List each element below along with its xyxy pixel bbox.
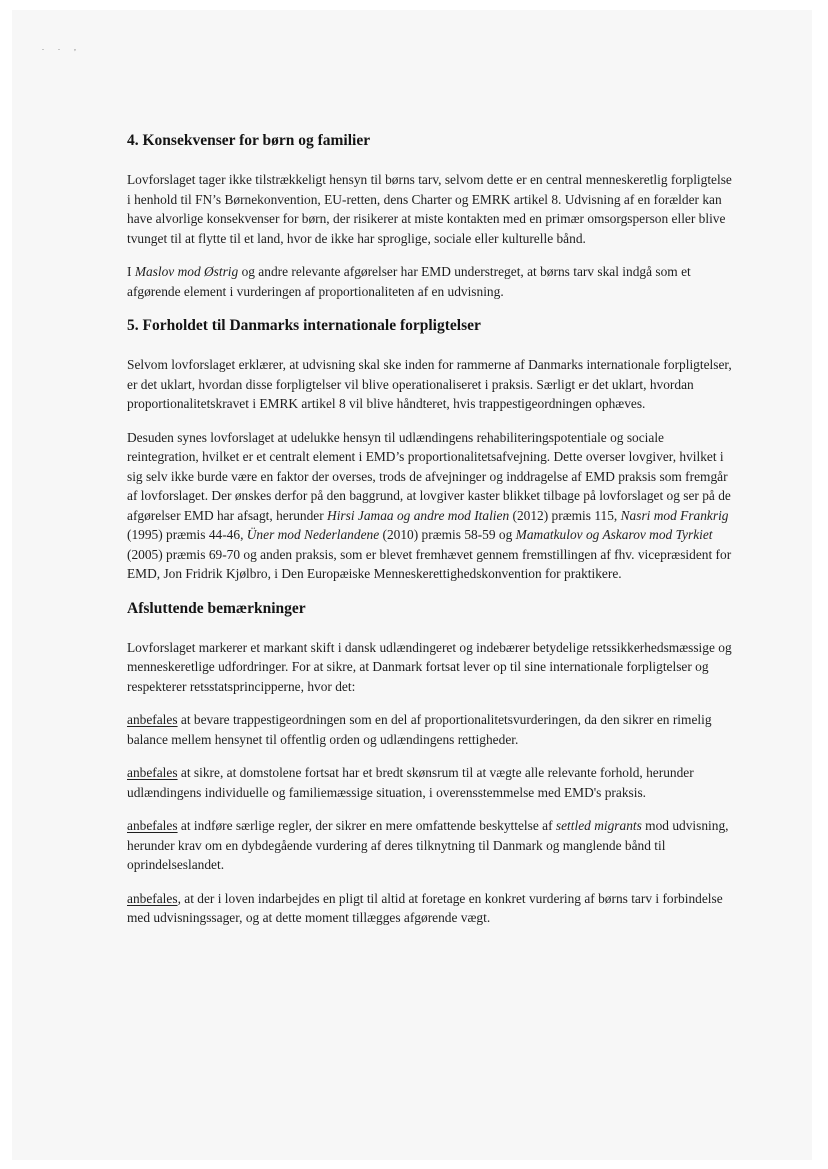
recommendation: anbefales, at der i loven indarbejdes en pligt til altid at foretage en konkret vurdering af børns tarv i forbindelse med udvisningssager, og at dette moment tillægges afgørende vægt. bbox=[127, 890, 723, 925]
recommendation: anbefales at bevare trappestigeordningen som en del af proportionalitetsvurderingen, da den sikrer en rimelig balance mellem hensynet til offentlig orden og udlændingens rettigheder. bbox=[127, 712, 712, 747]
paragraph: I Maslov mod Østrig og andre relevante afgørelser har EMD understreget, at børns tarv skal indgå som et afgørende element i vurderingen af proportionaliteten af en udvisning. bbox=[127, 264, 691, 299]
paragraph: Selvom lovforslaget erklærer, at udvisning skal ske inden for rammerne af Danmarks internationale forpligtelser, er det uklart, hvordan disse forpligtelser vil blive operationaliseret i praksis. Særligt er det uklart, hvordan proportionalitetskravet i EMRK artikel 8 vil blive håndteret, hvis trappestigeordningen ophæves. bbox=[127, 357, 732, 411]
scan-marks: . . , bbox=[42, 43, 82, 52]
recommendation: anbefales at indføre særlige regler, der sikrer en mere omfattende beskyttelse af settled migrants mod udvisning, herunder krav om en dybdegående vurdering af deres tilknytning til Danmark og manglende bånd til oprindelseslandet. bbox=[127, 818, 729, 872]
section-heading: 4. Konsekvenser for børn og familier bbox=[127, 132, 371, 149]
case-name: Maslov mod Østrig bbox=[134, 264, 239, 279]
section-5 bbox=[127, 315, 732, 584]
case-name: Üner mod Nederlandene bbox=[246, 527, 380, 542]
recommendation: anbefales at sikre, at domstolene fortsat har et bredt skønsrum til at vægte alle relevante forhold, herunder udlændingens individuelle og familiemæssige situation, i overensstemmelse med EMD's praksis. bbox=[127, 765, 694, 800]
term: settled migrants bbox=[555, 818, 642, 833]
document-page bbox=[12, 10, 812, 1160]
recommendation-keyword: anbefales bbox=[127, 818, 178, 833]
paragraph: Desuden synes lovforslaget at udelukke hensyn til udlændingens rehabiliteringspotentiale og sociale reintegration, hvilket er et centralt element i EMD’s proportionalitetsafvejning. Dette overser lovgiver, hvilket i sig selv ikke burde være en faktor der overses, trods de afvejninger og inddragelse af EMD praksis som fremgår af lovforslaget. Der ønskes derfor på den baggrund, at lovgiver kaster blikket tilbage på lovforslaget og ser på de afgørelser EMD har afsagt, herunder Hirsi Jamaa og andre mod Italien (2012) præmis 115, Nasri mod Frankrig (1995) præmis 44-46, Üner mod Nederlandene (2010) præmis 58-59 og Mamatkulov og Askarov mod Tyrkiet (2005) præmis 69-70 og anden praksis, som er blevet fremhævet gennem fremstillingen af fhv. vicepræsident for EMD, Jon Fridrik Kjølbro, i Den Europæiske Menneskerettighedskonvention for praktikere. bbox=[127, 429, 732, 581]
document-body bbox=[127, 130, 732, 942]
recommendation-keyword: anbefales bbox=[127, 712, 178, 727]
closing-remarks bbox=[127, 598, 732, 928]
recommendation-keyword: anbefales bbox=[127, 890, 178, 906]
case-name: Hirsi Jamaa og andre mod Italien bbox=[327, 507, 510, 523]
recommendation-keyword: anbefales bbox=[127, 765, 178, 780]
section-heading: 5. Forholdet til Danmarks internationale forpligtelser bbox=[127, 317, 481, 334]
section-4 bbox=[127, 130, 732, 301]
paragraph: Lovforslaget markerer et markant skift i dansk udlændingeret og indebærer betydelige retssikkerhedsmæssige og menneskeretlige udfordringer. For at sikre, at Danmark fortsat lever op til sine internationale forpligtelser og respekterer retsstatsprincipperne, hvor det: bbox=[127, 639, 732, 694]
case-name: Nasri mod Frankrig bbox=[620, 507, 729, 523]
section-heading: Afsluttende bemærkninger bbox=[127, 599, 306, 617]
paragraph: Lovforslaget tager ikke tilstrækkeligt hensyn til børns tarv, selvom dette er en central menneskeretlig forpligtelse i henhold til FN’s Børnekonvention, EU-retten, dens Charter og EMRK artikel 8. Udvisning af en forælder kan have alvorlige konsekvenser for børn, der risikerer at miste kontakten med en primær omsorgsperson eller blive tvunget til at flytte til et land, hvor de ikke har sproglige, sociale eller kulturelle bånd. bbox=[127, 172, 732, 246]
case-name: Mamatkulov og Askarov mod Tyrkiet bbox=[515, 527, 713, 542]
